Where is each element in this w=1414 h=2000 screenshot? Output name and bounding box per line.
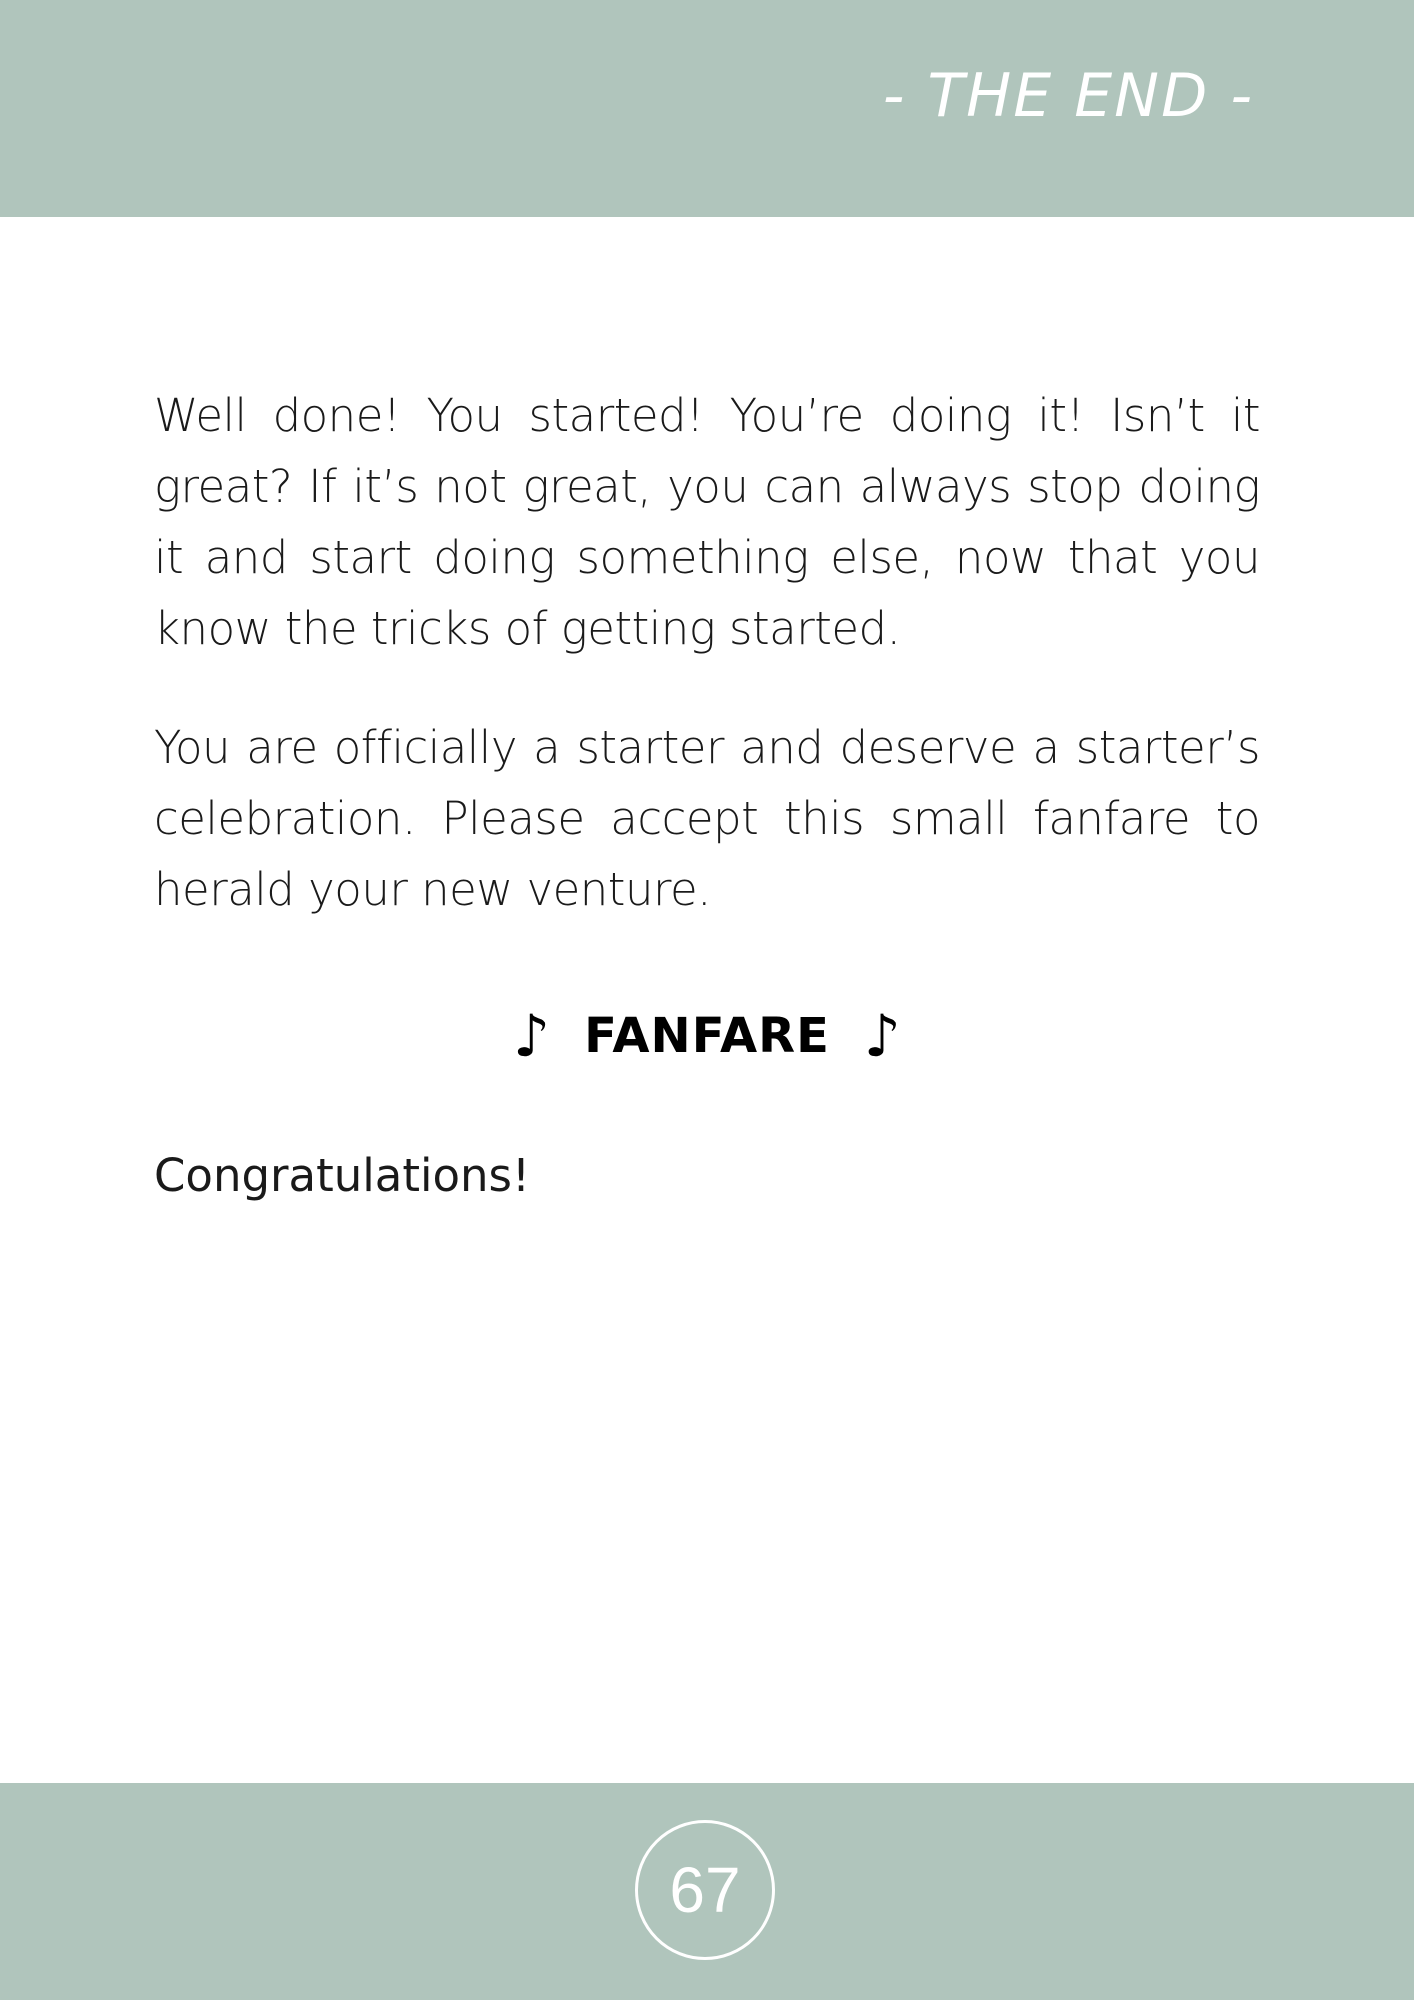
closing-line: Congratulations! <box>154 1149 531 1202</box>
music-note-icon: ♪ <box>513 1002 551 1070</box>
music-note-icon: ♪ <box>863 1002 901 1070</box>
chapter-title: - THE END - <box>882 61 1254 131</box>
fanfare-heading <box>154 997 1260 1072</box>
body-paragraph-1: Well done! You started! You’re doing it! Isn’t it great? If it’s not great, you can always stop doing it and start doing something else, now that you know the tricks of getting started. <box>154 389 1260 655</box>
body-paragraph-2: You are officially a starter and deserve a starter’s celebration. Please accept this small fanfare to herald your new venture. <box>154 721 1260 916</box>
fanfare-label: FANFARE <box>584 1008 830 1064</box>
page-content <box>154 380 1260 1212</box>
page-number-badge: 67 <box>635 1820 775 1960</box>
header-band <box>0 0 1414 217</box>
